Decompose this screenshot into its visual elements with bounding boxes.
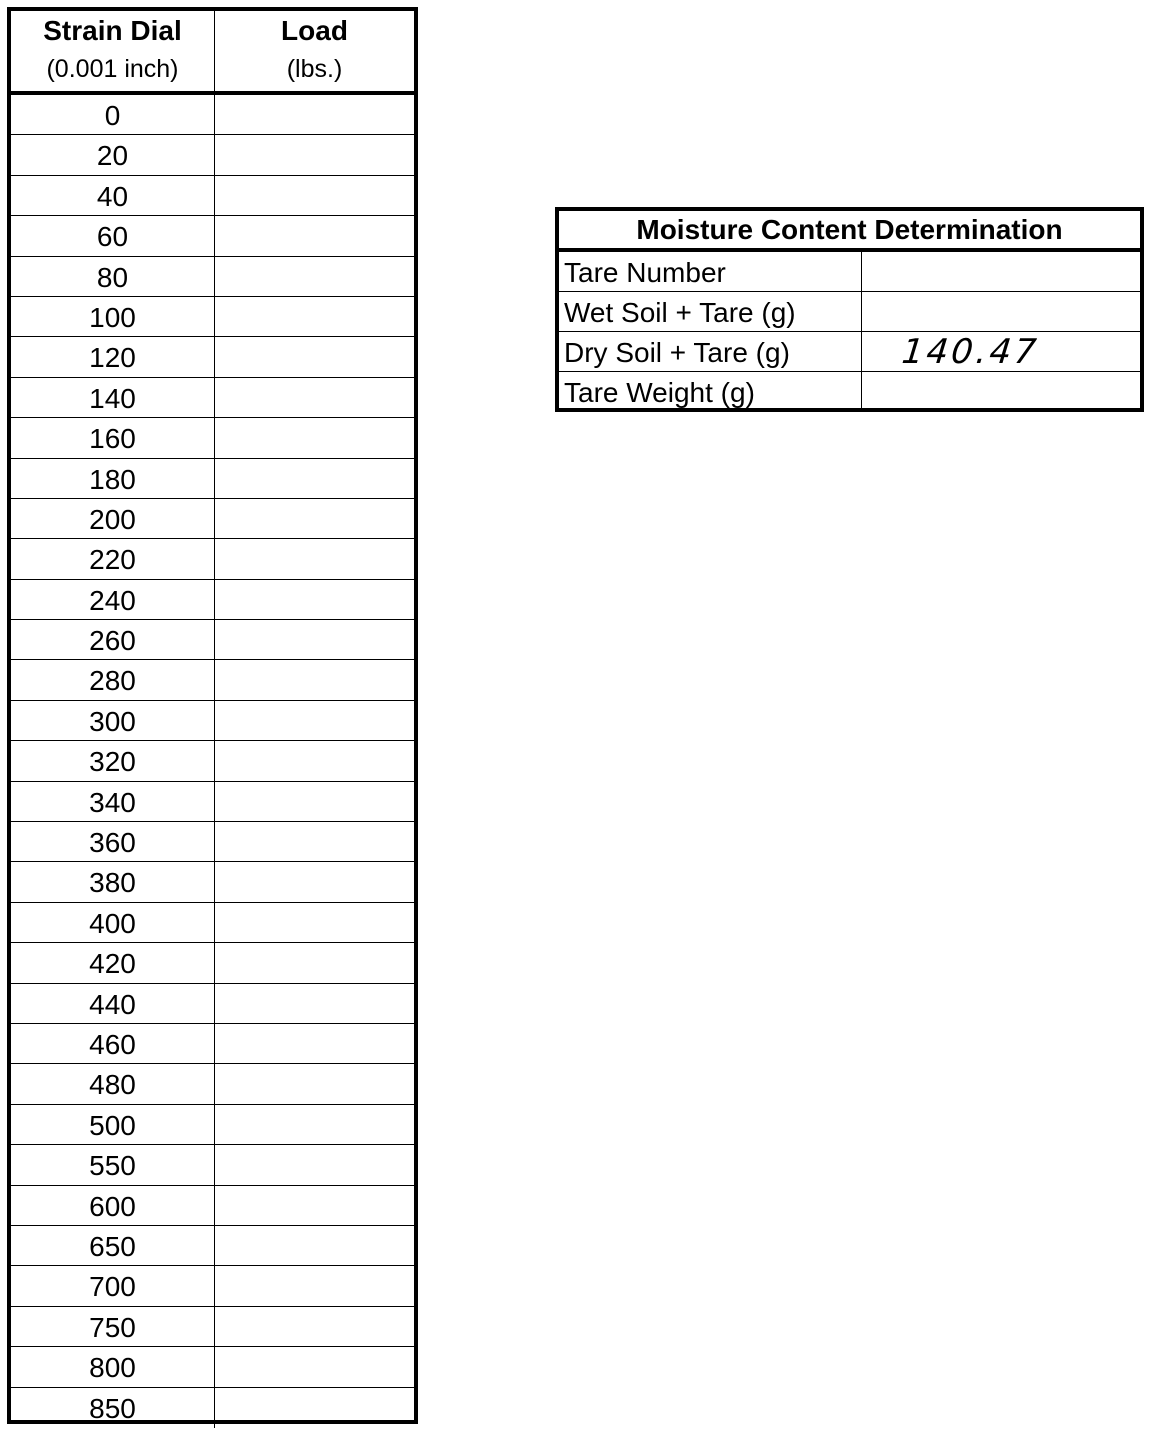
- strain-dial-cell: 60: [11, 216, 215, 255]
- moisture-label: Tare Weight (g): [564, 377, 755, 408]
- load-cell[interactable]: [215, 580, 414, 619]
- moisture-label: Tare Number: [564, 257, 726, 288]
- load-cell[interactable]: [215, 1105, 414, 1144]
- handwritten-value: 140.47: [899, 332, 1042, 372]
- load-cell[interactable]: [215, 741, 414, 780]
- load-title: Load: [281, 15, 348, 46]
- table-row: [11, 1266, 414, 1306]
- load-cell[interactable]: [215, 660, 414, 699]
- strain-dial-cell: 480: [11, 1064, 215, 1103]
- moisture-value-cell[interactable]: [862, 372, 1140, 411]
- table-row: [11, 620, 414, 660]
- load-cell[interactable]: [215, 822, 414, 861]
- table-row: [11, 580, 414, 620]
- load-cell[interactable]: [215, 701, 414, 740]
- strain-dial-cell: 700: [11, 1266, 215, 1305]
- strain-dial-cell: 260: [11, 620, 215, 659]
- strain-dial-cell: 220: [11, 539, 215, 578]
- moisture-table-body: [559, 252, 1140, 411]
- strain-dial-cell: 850: [11, 1388, 215, 1428]
- load-cell[interactable]: [215, 943, 414, 982]
- strain-dial-cell: 80: [11, 257, 215, 296]
- strain-dial-cell: 750: [11, 1307, 215, 1346]
- strain-dial-cell: 140: [11, 378, 215, 417]
- load-cell[interactable]: [215, 984, 414, 1023]
- strain-load-table: [7, 7, 418, 1424]
- strain-dial-cell: 100: [11, 297, 215, 336]
- load-cell[interactable]: [215, 378, 414, 417]
- load-cell[interactable]: [215, 539, 414, 578]
- moisture-value-cell[interactable]: [862, 252, 1140, 291]
- strain-dial-cell: 20: [11, 135, 215, 174]
- table-row: [11, 984, 414, 1024]
- moisture-value-cell[interactable]: [862, 332, 1140, 371]
- load-cell[interactable]: [215, 257, 414, 296]
- load-cell[interactable]: [215, 1347, 414, 1386]
- strain-dial-cell: 360: [11, 822, 215, 861]
- table-row: [11, 1388, 414, 1428]
- moisture-row: [559, 372, 1140, 411]
- table-row: [11, 135, 414, 175]
- table-row: [11, 499, 414, 539]
- table-row: [11, 95, 414, 135]
- table-row: [11, 1347, 414, 1387]
- moisture-label: Wet Soil + Tare (g): [564, 297, 796, 328]
- strain-dial-cell: 460: [11, 1024, 215, 1063]
- load-cell[interactable]: [215, 1266, 414, 1305]
- load-cell[interactable]: [215, 499, 414, 538]
- load-cell[interactable]: [215, 297, 414, 336]
- table-row: [11, 1145, 414, 1185]
- load-cell[interactable]: [215, 862, 414, 901]
- table-row: [11, 539, 414, 579]
- moisture-label: Dry Soil + Tare (g): [564, 337, 790, 368]
- load-cell[interactable]: [215, 903, 414, 942]
- strain-dial-cell: 440: [11, 984, 215, 1023]
- load-cell[interactable]: [215, 418, 414, 457]
- strain-dial-cell: 400: [11, 903, 215, 942]
- strain-dial-unit: (0.001 inch): [46, 55, 179, 83]
- load-cell[interactable]: [215, 620, 414, 659]
- strain-dial-cell: 320: [11, 741, 215, 780]
- load-cell[interactable]: [215, 1226, 414, 1265]
- moisture-row: [559, 332, 1140, 372]
- table-row: [11, 862, 414, 902]
- strain-dial-cell: 800: [11, 1347, 215, 1386]
- table-row: [11, 943, 414, 983]
- load-unit: (lbs.): [286, 55, 343, 83]
- load-cell[interactable]: [215, 1064, 414, 1103]
- table-row: [11, 660, 414, 700]
- moisture-value-cell[interactable]: [862, 292, 1140, 331]
- strain-dial-cell: 420: [11, 943, 215, 982]
- strain-dial-cell: 40: [11, 176, 215, 215]
- load-cell[interactable]: [215, 1024, 414, 1063]
- table-row: [11, 297, 414, 337]
- table-row: [11, 782, 414, 822]
- strain-dial-cell: 0: [11, 95, 215, 134]
- table-row: [11, 216, 414, 256]
- load-cell[interactable]: [215, 1145, 414, 1184]
- table-row: [11, 1307, 414, 1347]
- table-row: [11, 1105, 414, 1145]
- table-row: [11, 822, 414, 862]
- table-row: [11, 701, 414, 741]
- moisture-row: [559, 252, 1140, 292]
- strain-dial-cell: 340: [11, 782, 215, 821]
- table-row: [11, 337, 414, 377]
- load-cell[interactable]: [215, 176, 414, 215]
- load-cell[interactable]: [215, 216, 414, 255]
- strain-dial-cell: 380: [11, 862, 215, 901]
- strain-dial-title: Strain Dial: [43, 15, 182, 46]
- strain-dial-cell: 160: [11, 418, 215, 457]
- load-cell[interactable]: [215, 1307, 414, 1346]
- strain-dial-cell: 650: [11, 1226, 215, 1265]
- table-row: [11, 1024, 414, 1064]
- strain-dial-cell: 180: [11, 459, 215, 498]
- strain-dial-header: [11, 11, 215, 91]
- load-cell[interactable]: [215, 459, 414, 498]
- table-row: [11, 418, 414, 458]
- table-row: [11, 1186, 414, 1226]
- load-cell[interactable]: [215, 1388, 414, 1428]
- table-row: [11, 176, 414, 216]
- load-cell[interactable]: [215, 782, 414, 821]
- strain-dial-cell: 600: [11, 1186, 215, 1225]
- strain-dial-cell: 120: [11, 337, 215, 376]
- strain-dial-cell: 500: [11, 1105, 215, 1144]
- strain-dial-cell: 240: [11, 580, 215, 619]
- moisture-table-title: Moisture Content Determination: [559, 211, 1140, 252]
- table-row: [11, 903, 414, 943]
- moisture-content-table: [555, 207, 1144, 412]
- table-row: [11, 741, 414, 781]
- strain-table-body: [11, 95, 414, 1428]
- strain-dial-cell: 280: [11, 660, 215, 699]
- moisture-row: [559, 292, 1140, 332]
- table-row: [11, 459, 414, 499]
- strain-table-header: [11, 11, 414, 95]
- load-cell[interactable]: [215, 135, 414, 174]
- strain-dial-cell: 550: [11, 1145, 215, 1184]
- load-cell[interactable]: [215, 1186, 414, 1225]
- table-row: [11, 257, 414, 297]
- strain-dial-cell: 300: [11, 701, 215, 740]
- table-row: [11, 378, 414, 418]
- strain-dial-cell: 200: [11, 499, 215, 538]
- load-header: [215, 11, 414, 91]
- load-cell[interactable]: [215, 337, 414, 376]
- table-row: [11, 1064, 414, 1104]
- table-row: [11, 1226, 414, 1266]
- load-cell[interactable]: [215, 95, 414, 134]
